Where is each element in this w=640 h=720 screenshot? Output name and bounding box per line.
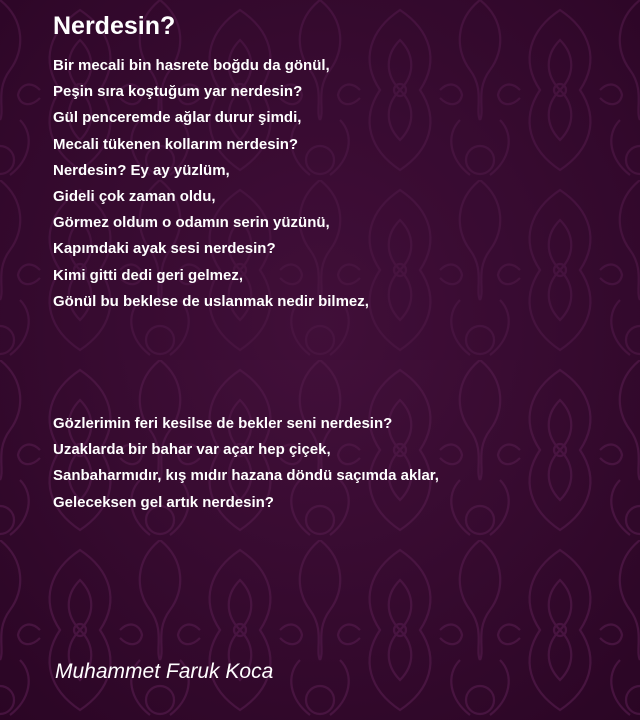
poem-line: Bir mecali bin hasrete boğdu da gönül, [53, 57, 330, 74]
poem-line: Gül penceremde ağlar durur şimdi, [53, 109, 302, 127]
poem-line: Uzaklarda bir bahar var açar hep çiçek, [53, 441, 331, 459]
poem-line: Kimi gitti dedi geri gelmez, [53, 266, 244, 284]
poem-line: Mecali tükenen kollarım nerdesin? [53, 135, 299, 153]
poem-line: Peşin sıra koştuğum yar nerdesin? [53, 83, 303, 101]
poem-line: Gönül bu beklese de uslanmak nedir bilmez, [53, 292, 369, 310]
poem-line: Kapımdaki ayak sesi nerdesin? [53, 240, 276, 258]
poem-author: Muhammet Faruk Koca [55, 660, 274, 683]
stanza-2 [53, 411, 439, 516]
poem-line: Nerdesin? Ey ay yüzlüm, [53, 161, 230, 179]
poem-line: Sanbaharmıdır, kış mıdır hazana döndü saçımda aklar, [53, 467, 439, 485]
poem-title: Nerdesin? [53, 12, 176, 40]
poem-line: Gideli çok zaman oldu, [53, 188, 216, 206]
poem-line: Geleceksen gel artık nerdesin? [53, 493, 274, 511]
poem-line: Görmez oldum o odamın serin yüzünü, [53, 214, 330, 232]
stanza-1 [53, 53, 369, 315]
poem-line: Gözlerimin feri kesilse de bekler seni nerdesin? [53, 415, 393, 432]
